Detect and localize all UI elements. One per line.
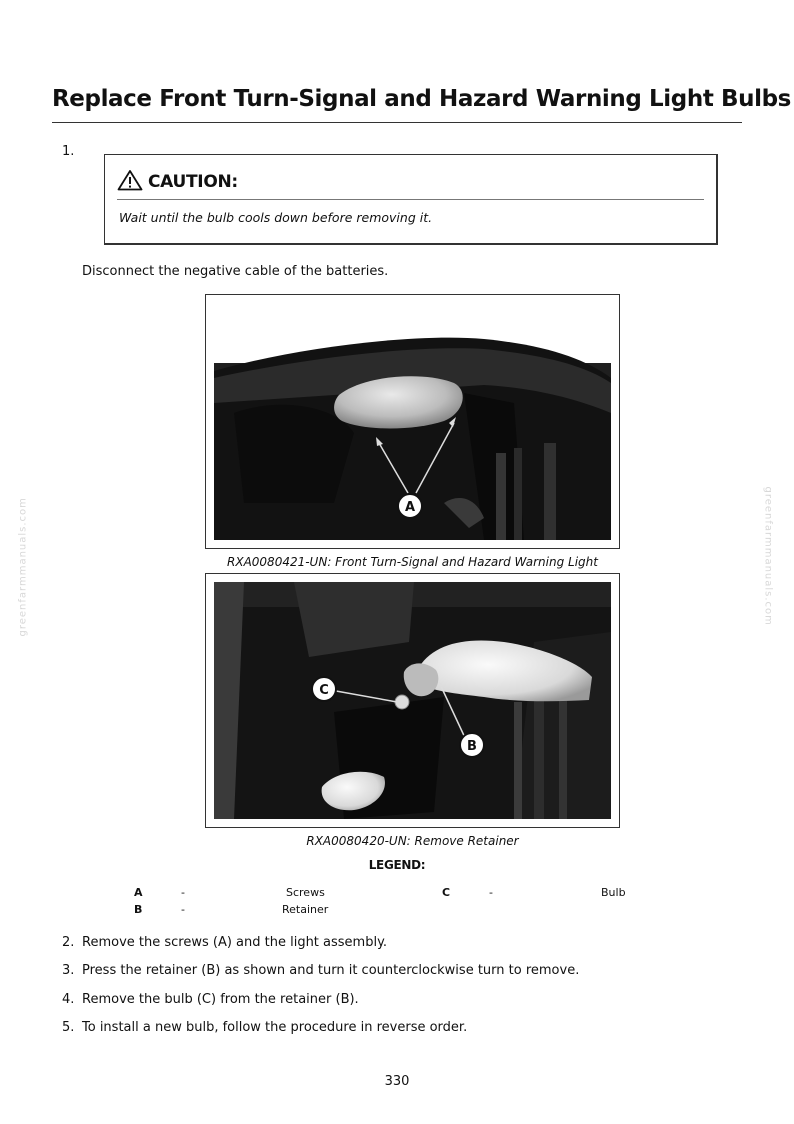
remove-retainer-photo <box>214 582 611 819</box>
caution-text: Wait until the bulb cools down before removing it. <box>119 210 433 225</box>
caution-header <box>117 169 238 195</box>
legend-separator: - <box>181 903 185 916</box>
callout-a: A <box>404 500 416 515</box>
step-1-instruction: Disconnect the negative cable of the batteries. <box>82 264 389 279</box>
step-item <box>62 963 579 978</box>
legend-key-b: B <box>134 903 143 916</box>
step-item <box>62 935 387 950</box>
legend-value-c: Bulb <box>601 886 626 899</box>
step-number: 5. <box>62 1020 75 1035</box>
step-number: 3. <box>62 963 75 978</box>
page-number: 330 <box>384 1074 410 1089</box>
legend-key-a: A <box>134 886 143 899</box>
figure-remove-retainer <box>205 573 620 828</box>
warning-triangle-icon <box>117 169 143 195</box>
watermark-right: greenfarmmanuals.com <box>762 486 774 626</box>
legend-value-b: Retainer <box>282 903 329 916</box>
step-item <box>62 1020 467 1035</box>
front-light-photo <box>214 303 611 540</box>
step-1-number: 1. <box>62 144 75 159</box>
figure-front-light <box>205 294 620 549</box>
legend-separator: - <box>181 886 185 899</box>
step-number: 4. <box>62 992 75 1007</box>
caution-divider <box>117 199 704 200</box>
step-text: Remove the screws (A) and the light assembly. <box>82 935 388 950</box>
caution-box <box>104 154 718 245</box>
legend-title: LEGEND: <box>368 858 426 872</box>
title-divider <box>52 122 742 123</box>
callout-b: B <box>467 739 477 754</box>
page-title: Replace Front Turn-Signal and Hazard Warning Light Bulbs <box>52 86 791 112</box>
callout-c: C <box>319 683 329 698</box>
step-number: 2. <box>62 935 75 950</box>
step-item <box>62 992 359 1007</box>
figure-1-caption: RXA0080421-UN: Front Turn-Signal and Hazard Warning Light <box>227 555 598 569</box>
figure-2-caption: RXA0080420-UN: Remove Retainer <box>306 834 519 848</box>
legend-separator: - <box>489 886 493 899</box>
legend-value-a: Screws <box>286 886 325 899</box>
caution-label: CAUTION: <box>148 172 238 192</box>
legend-key-c: C <box>442 886 451 899</box>
step-text: Remove the bulb (C) from the retainer (B). <box>82 992 359 1007</box>
watermark-left: greenfarmmanuals.com <box>17 497 29 637</box>
step-text: Press the retainer (B) as shown and turn it counterclockwise turn to remove. <box>82 963 580 978</box>
step-text: To install a new bulb, follow the procedure in reverse order. <box>82 1020 468 1035</box>
